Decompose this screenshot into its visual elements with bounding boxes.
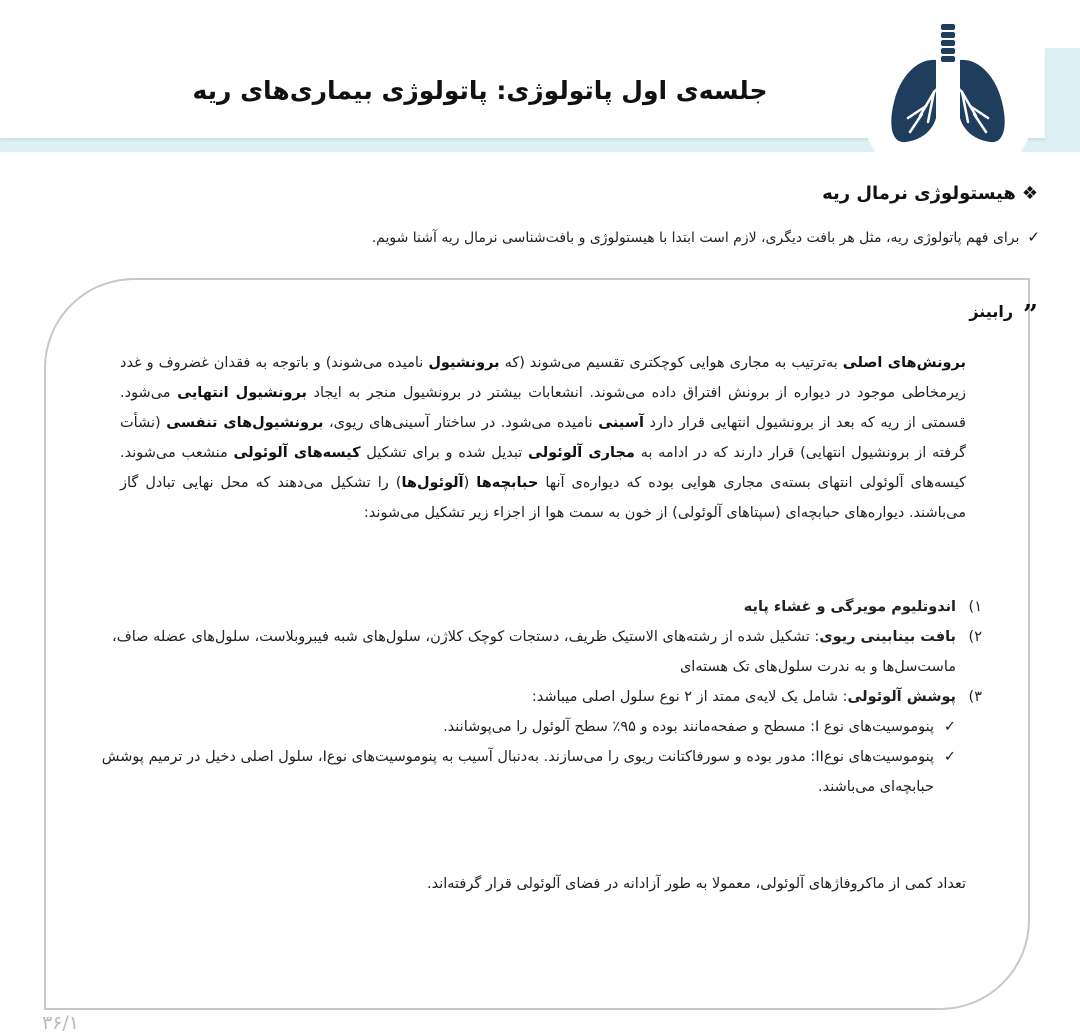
checkmark-icon: ✓ [1027, 228, 1040, 246]
bold-term: آسینی [598, 415, 644, 431]
bold-term: برونشیول‌های تنفسی [166, 415, 324, 431]
list-item-text: : شامل یک لایه‌ی ممتد از ۲ نوع سلول اصلی میباشد: [531, 689, 848, 705]
paragraph-text: تبدیل شده و برای تشکیل [360, 445, 529, 461]
list-item-bold: بافت بینابینی ریوی [819, 629, 956, 645]
list-item-text: : تشکیل شده از رشته‌های الاستیک ظریف، دستجات کوچک کلاژن، سلول‌های شبه فیبروبلاست، سلول‌های عضله صاف، ماست‌سل‌ها و به ندرت سلول‌های تک هسته‌ای [112, 629, 956, 675]
paragraph-text: می‌شود. قسمتی از ریه که بعد از برونشیول انتهایی قرار دارد [120, 385, 966, 431]
list-item [90, 592, 982, 622]
main-paragraph [120, 348, 966, 528]
bold-term: حبابچه‌ها [476, 475, 539, 491]
list-item [90, 622, 982, 682]
paragraph-text: ) را تشکیل می‌دهند که محل نهایی تبادل گاز می‌باشند. دیواره‌های حبابچه‌ای (سپتاهای آلوئولی) از خون به سمت هوا از اجزاء زیر تشکیل می‌شوند: [120, 475, 966, 521]
intro-text: برای فهم پاتولوژی ریه، مثل هر بافت دیگری، لازم است ابتدا با هیستولوژی و بافت‌شناسی نرمال ریه آشنا شویم. [371, 230, 1020, 246]
quote-mark-icon: ” [1023, 300, 1038, 330]
bold-term: آلوئول‌ها [401, 475, 464, 491]
paragraph-text: ( [463, 475, 477, 491]
page-number: ۳۶/۱ [42, 1012, 80, 1034]
paragraph-text: (نشأت گرفته از برونشیول انتهایی) قرار دارند که در ادامه به [120, 415, 966, 461]
list-item [90, 682, 982, 712]
lungs-icon [878, 22, 1018, 162]
page-title: جلسه‌ی اول پاتولوژی: پاتولوژی بیماری‌های ریه [192, 76, 768, 105]
bold-term: کیسه‌های آلوئولی [233, 445, 361, 461]
bold-term: مجاری آلوئولی [528, 445, 635, 461]
bold-term: برونشیول انتهایی [177, 385, 307, 401]
sub-list-item [90, 712, 982, 742]
intro-line [372, 228, 1040, 246]
sub-item-text: پنوموسیت‌های نوع I: مسطح و صفحه‌مانند بوده و ۹۵٪ سطح آلوئول را می‌پوشانند. [443, 719, 934, 735]
quote-source-text: رابینز [969, 302, 1014, 321]
components-list [90, 592, 982, 802]
list-number: ۱) [968, 599, 982, 615]
section-heading-text: هیستولوژی نرمال ریه [822, 183, 1016, 204]
footer-note: تعداد کمی از ماکروفاژهای آلوئولی، معمولا به طور آزادانه در فضای آلوئولی قرار گرفته‌اند. [427, 876, 966, 892]
sub-list-item [90, 742, 982, 802]
section-heading [822, 183, 1038, 204]
quote-source [969, 300, 1038, 330]
diamond-bullet-icon: ❖ [1021, 183, 1038, 204]
bold-term: برونشیول [428, 355, 500, 371]
paragraph-text: نامیده می‌شود. در ساختار آسینی‌های ریوی، [323, 415, 599, 431]
list-number: ۲) [968, 629, 982, 645]
checkmark-icon: ✓ [943, 719, 956, 735]
bold-term: برونش‌های اصلی [842, 355, 966, 371]
list-item-bold: پوشش آلوئولی [847, 689, 956, 705]
sub-item-text: پنوموسیت‌های نوعII: مدور بوده و سورفاکتانت ریوی را می‌سازند. به‌دنبال آسیب به پنوموسیت‌های نوعI، سلول اصلی دخیل در ترمیم پوشش حبابچه‌ای می‌باشند. [101, 749, 934, 795]
paragraph-text: منشعب می‌شوند. کیسه‌های آلوئولی انتهای بسته‌ی مجاری هوایی بوده که دیواره‌ی آنها [120, 445, 966, 491]
paragraph-text: به‌ترتیب به مجاری هوایی کوچکتری تقسیم می‌شوند (که [499, 355, 843, 371]
list-item-bold: اندوتلیوم مویرگی و غشاء پایه [743, 599, 956, 615]
checkmark-icon: ✓ [943, 749, 956, 765]
paragraph-text: نامیده می‌شوند) و باتوجه به فقدان غضروف و غدد زیرمخاطی موجود در دیواره از برونش افتراق داده می‌شوند. انشعابات بیشتر در برونشیول منجر به ایجاد [120, 355, 966, 401]
list-number: ۳) [968, 689, 982, 705]
